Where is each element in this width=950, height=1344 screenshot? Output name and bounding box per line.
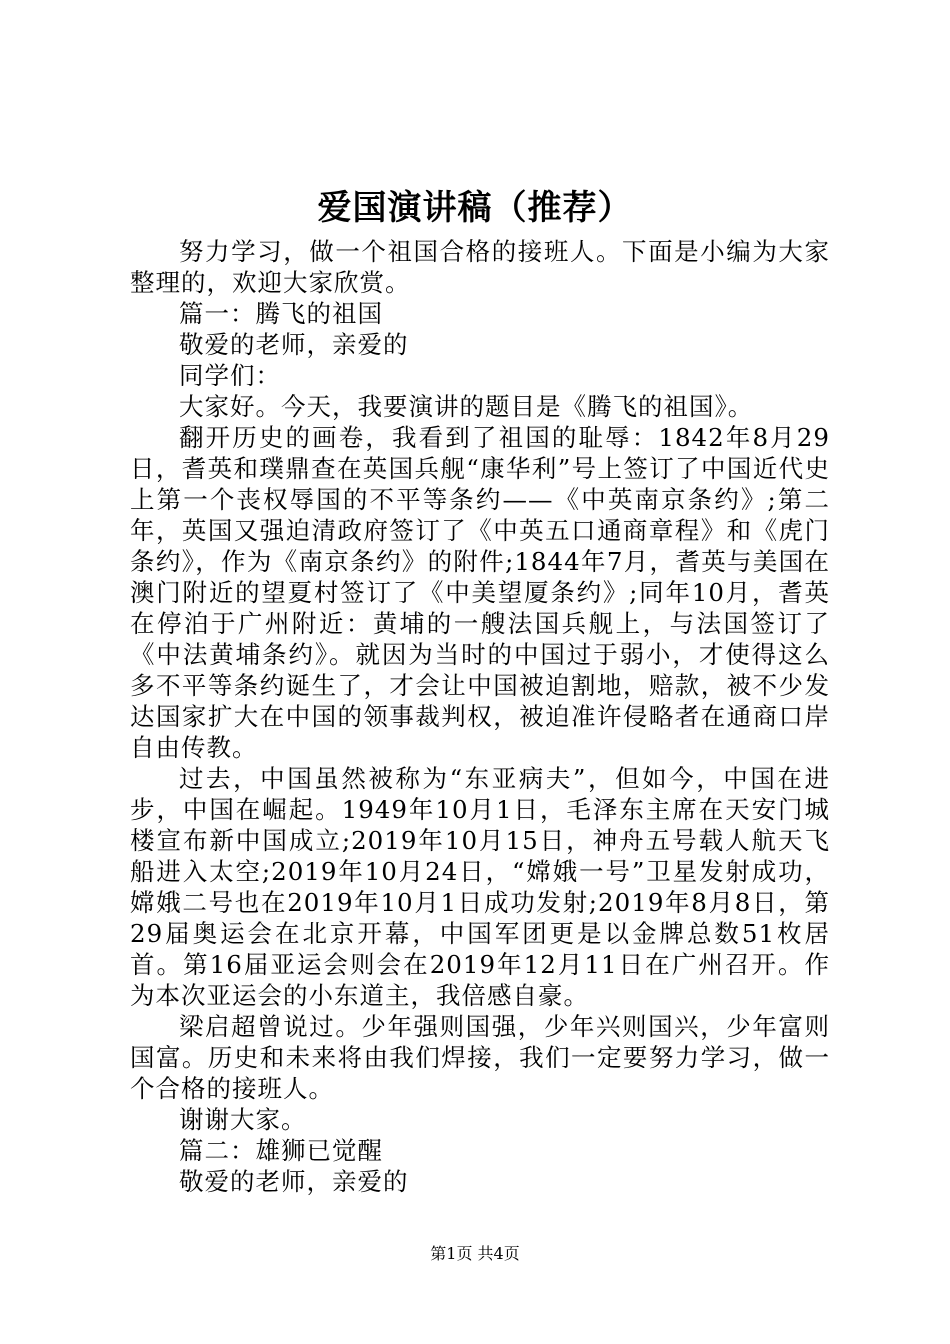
- document-title: 爱国演讲稿（推荐）: [317, 188, 633, 228]
- paragraph-progress: 过去，中国虽然被称为“东亚病夫”，但如今，中国在进步，中国在崛起。1949年10月1日，毛泽东主席在天安门城楼宣布新中国成立;2019年10月15日，神舟五号载人航天飞船进入太空;2019年10月24日，“嫦娥一号”卫星发射成功，嫦娥二号也在2019年10月1日成功发射;2019年8月8日，第29届奥运会在北京开幕，中国军团更是以金牌总数51枚居首。第16届亚运会则会在2019年12月11日在广州召开。作为本次亚运会的小东道主，我倍感自豪。: [130, 764, 830, 1010]
- paragraph-quote: 梁启超曾说过。少年强则国强，少年兴则国兴，少年富则国富。历史和未来将由我们焊接，我们一定要努力学习，做一个合格的接班人。: [130, 1012, 830, 1103]
- salutation-line: 敬爱的老师，亲爱的: [179, 1167, 409, 1196]
- section-heading-1: 篇一：腾飞的祖国: [179, 299, 383, 328]
- paragraph-intro: 努力学习，做一个祖国合格的接班人。下面是小编为大家整理的，欢迎大家欣赏。: [130, 237, 830, 297]
- paragraph-history: 翻开历史的画卷，我看到了祖国的耻辱：1842年8月29日，耆英和璞鼎查在英国兵舰“康华利”号上签订了中国近代史上第一个丧权辱国的不平等条约——《中英南京条约》;第二年，英国又强迫清政府签订了《中英五口通商章程》和《虎门条约》，作为《南京条约》的附件;1844年7月，耆英与美国在澳门附近的望夏村签订了《中美望厦条约》;同年10月，耆英在停泊于广州附近：黄埔的一艘法国兵舰上，与法国签订了《中法黄埔条约》。就因为当时的中国过于弱小，才使得这么多不平等条约诞生了，才会让中国被迫割地，赔款，被不少发达国家扩大在中国的领事裁判权，被迫准许侵略者在通商口岸自由传教。: [130, 423, 830, 762]
- paragraph-greeting: 大家好。今天，我要演讲的题目是《腾飞的祖国》。: [179, 392, 754, 421]
- page-footer: 第1页 共4页: [430, 1244, 520, 1263]
- document-body: [130, 236, 830, 1197]
- paragraph-thanks: 谢谢大家。: [179, 1105, 307, 1134]
- section-heading-2: 篇二：雄狮已觉醒: [179, 1136, 383, 1165]
- salutation-line: 敬爱的老师，亲爱的: [179, 330, 409, 359]
- salutation-line: 同学们：: [179, 361, 281, 390]
